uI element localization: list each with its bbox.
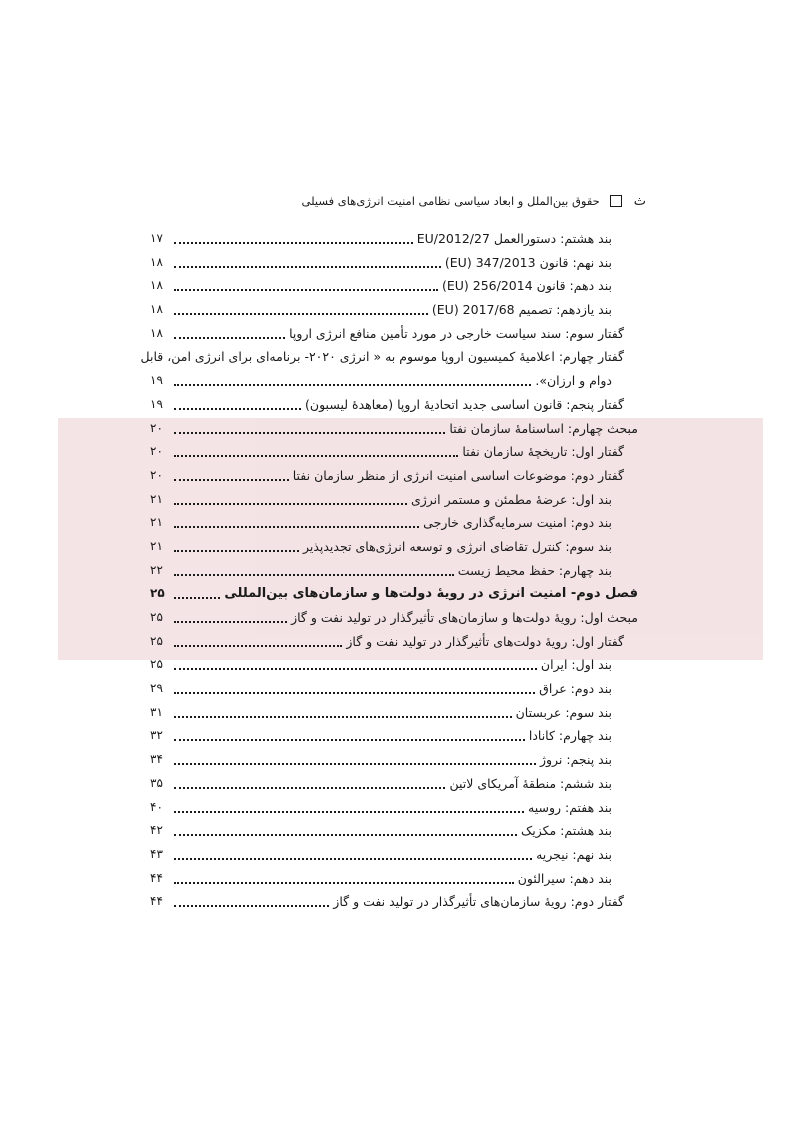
toc-entry-title: گفتار دوم: رویهٔ سازمان‌های تأثیرگذار در تولید نفت و گاز	[333, 894, 624, 910]
toc-leader-dots	[174, 606, 287, 623]
toc-entry-title: بند نهم: نیجریه	[536, 846, 612, 862]
toc-entry-page: ۱۸	[150, 254, 163, 269]
toc-leader-dots	[174, 393, 301, 410]
toc-leader-dots	[174, 274, 438, 291]
toc-leader-dots	[174, 677, 535, 694]
toc-entry-title: بند دوم: عراق	[539, 681, 612, 697]
toc-entry[interactable]	[150, 464, 638, 488]
toc-entry-title: دوام و ارزان».	[535, 373, 612, 389]
toc-entry[interactable]	[150, 535, 638, 559]
toc-leader-dots	[174, 464, 289, 481]
toc-entry-title: بند هفتم: روسیه	[528, 799, 612, 815]
toc-entry-title: گفتار دوم: موضوعات اساسی امنیت انرژی از منظر سازمان نفتا	[292, 467, 624, 483]
toc-entry[interactable]	[150, 819, 638, 843]
toc-entry-page: ۱۹	[150, 396, 163, 411]
toc-leader-dots	[174, 582, 220, 599]
toc-entry-page: ۲۵	[150, 610, 163, 624]
toc-entry-title: فصل دوم- امنیت انرژی در رویهٔ دولت‌ها و سازمان‌های بین‌المللی	[224, 586, 638, 602]
toc-entry[interactable]	[150, 369, 638, 393]
toc-entry-page: ۱۹	[150, 373, 163, 388]
toc-leader-dots	[174, 867, 514, 884]
book-title: حقوق بین‌الملل و ابعاد سیاسی نظامی امنیت انرژی‌های فسیلی	[301, 194, 600, 208]
toc-leader-dots	[174, 322, 285, 339]
toc-entry[interactable]	[150, 417, 638, 441]
toc-entry-title: بند سوم: کنترل تقاضای انرژی و توسعه انرژی‌های تجدیدپذیر	[302, 538, 612, 554]
toc-leader-dots	[174, 251, 441, 268]
toc-entry-title: بند پنجم: نروژ	[539, 752, 612, 768]
toc-entry[interactable]	[150, 867, 638, 891]
toc-entry[interactable]	[150, 511, 638, 535]
toc-entry-title: بند یازدهم: تصمیم 2017/68 (EU)	[431, 302, 612, 318]
toc-entry-page: ۳۴	[150, 752, 163, 767]
toc-entry[interactable]	[150, 322, 638, 346]
toc-entry-page: ۲۲	[150, 562, 163, 577]
toc-leader-dots	[174, 819, 517, 836]
page-letter: ث	[633, 193, 646, 209]
toc-entry-title: گفتار سوم: سند سیاست خارجی در مورد تأمین منافع انرژی اروپا	[289, 325, 624, 341]
toc-leader-dots	[174, 417, 445, 434]
toc-entry-page: ۳۵	[150, 775, 163, 790]
toc-leader-dots	[174, 511, 419, 528]
toc-entry-title: بند چهارم: کانادا	[528, 728, 612, 744]
toc-entry-page: ۲۵	[150, 633, 163, 648]
toc-entry-title: بند هشتم: دستورالعمل 2012/27/EU	[416, 231, 612, 246]
toc-entry-page: ۲۱	[150, 538, 163, 553]
toc-leader-dots	[174, 701, 512, 718]
toc-entry-page: ۲۰	[150, 467, 163, 482]
toc-leader-dots	[174, 535, 299, 552]
toc-leader-dots	[174, 796, 524, 813]
toc-entry-page: ۴۳	[150, 846, 163, 861]
toc-entry-title: بند سوم: عربستان	[515, 704, 612, 720]
toc-entry[interactable]	[150, 701, 638, 725]
toc-entry-title: بند اول: ایران	[540, 657, 612, 673]
toc-entry-page: ۴۲	[150, 823, 163, 838]
toc-entry-title: مبحث چهارم: اساسنامهٔ سازمان نفتا	[449, 420, 638, 436]
toc-entry[interactable]	[150, 559, 638, 583]
toc-entry-title: بند نهم: قانون 347/2013 (EU)	[444, 254, 612, 270]
toc-leader-dots	[174, 843, 532, 860]
toc-leader-dots	[174, 653, 537, 670]
toc-entry-page: ۱۷	[150, 231, 163, 245]
toc-entry-page: ۱۸	[150, 325, 163, 340]
toc-entry-title: بند دهم: سیرالئون	[517, 870, 612, 886]
toc-entry[interactable]	[150, 630, 638, 654]
toc-leader-dots	[174, 630, 342, 647]
toc-entry-page: ۲۰	[150, 420, 163, 435]
toc-entry-title: بند اول: عرضهٔ مطمئن و مستمر انرژی	[410, 491, 612, 507]
toc-entry-page: ۲۵	[150, 657, 163, 672]
toc-entry-page: ۴۰	[150, 799, 163, 814]
toc-entry-title: گفتار اول: رویهٔ دولت‌های تأثیرگذار در تولید نفت و گاز	[346, 633, 624, 649]
toc-leader-dots	[174, 748, 536, 765]
toc-entry-page: ۳۱	[150, 704, 163, 719]
toc-entry-page: ۲۵	[150, 586, 165, 601]
toc-entry-title: بند دوم: امنیت سرمایه‌گذاری خارجی	[423, 515, 612, 531]
toc-entry-title: مبحث اول: رویهٔ دولت‌ها و سازمان‌های تأثیرگذار در تولید نفت و گاز	[291, 610, 638, 625]
toc-entry-page: ۴۴	[150, 870, 163, 885]
toc-entry[interactable]	[150, 582, 638, 606]
toc-leader-dots	[174, 227, 413, 244]
toc-entry-page: ۳۲	[150, 728, 163, 743]
toc-entry-page: ۱۸	[150, 278, 163, 293]
toc-entry-page: ۲۱	[150, 515, 163, 530]
toc-entry-title: بند چهارم: حفظ محیط زیست	[457, 562, 612, 578]
toc-leader-dots	[174, 890, 329, 907]
toc-entry[interactable]	[150, 677, 638, 701]
toc-entry-page: ۴۴	[150, 894, 163, 909]
toc-entry-title: گفتار اول: تاریخچهٔ سازمان نفتا	[462, 444, 624, 460]
toc-entry[interactable]	[150, 796, 638, 820]
toc-entry-page: ۲۰	[150, 444, 163, 459]
toc-leader-dots	[174, 724, 525, 741]
toc-entry-page: ۱۸	[150, 302, 163, 317]
toc-entry-page: ۲۱	[150, 491, 163, 506]
toc-entry-title: بند ششم: منطقهٔ آمریکای لاتین	[449, 775, 612, 791]
toc-leader-dots	[174, 369, 531, 386]
table-of-contents	[140, 227, 638, 914]
square-bullet-icon	[610, 195, 622, 207]
toc-entry[interactable]	[150, 843, 638, 867]
toc-entry-title: بند دهم: قانون 256/2014 (EU)	[441, 278, 612, 294]
toc-entry[interactable]	[150, 274, 638, 298]
toc-leader-dots	[174, 559, 454, 576]
toc-leader-dots	[174, 772, 445, 789]
toc-leader-dots	[174, 298, 428, 315]
toc-leader-dots	[174, 488, 407, 505]
toc-entry[interactable]	[150, 772, 638, 796]
toc-entry[interactable]	[150, 653, 638, 677]
toc-entry-title: گفتار چهارم: اعلامیهٔ کمیسیون اروپا موسوم به « انرژی ۲۰۲۰- برنامه‌ای برای انرژی امن، قابل	[140, 349, 624, 365]
toc-entry-title: بند هشتم: مکزیک	[521, 823, 612, 839]
toc-entry[interactable]	[150, 890, 638, 914]
toc-entry[interactable]	[150, 298, 638, 322]
toc-leader-dots	[174, 440, 458, 457]
toc-entry[interactable]	[150, 227, 638, 251]
toc-entry-title: گفتار پنجم: قانون اساسی جدید اتحادیهٔ اروپا (معاهدهٔ لیسبون)	[305, 396, 624, 412]
toc-entry-page: ۲۹	[150, 681, 163, 696]
toc-entry[interactable]	[150, 488, 638, 512]
toc-entry[interactable]	[150, 748, 638, 772]
toc-entry[interactable]	[150, 606, 638, 630]
toc-entry[interactable]	[150, 724, 638, 748]
toc-entry[interactable]	[150, 440, 638, 464]
toc-entry[interactable]	[150, 393, 638, 417]
toc-entry[interactable]	[140, 345, 638, 369]
running-header	[300, 191, 646, 211]
toc-entry[interactable]	[150, 251, 638, 275]
